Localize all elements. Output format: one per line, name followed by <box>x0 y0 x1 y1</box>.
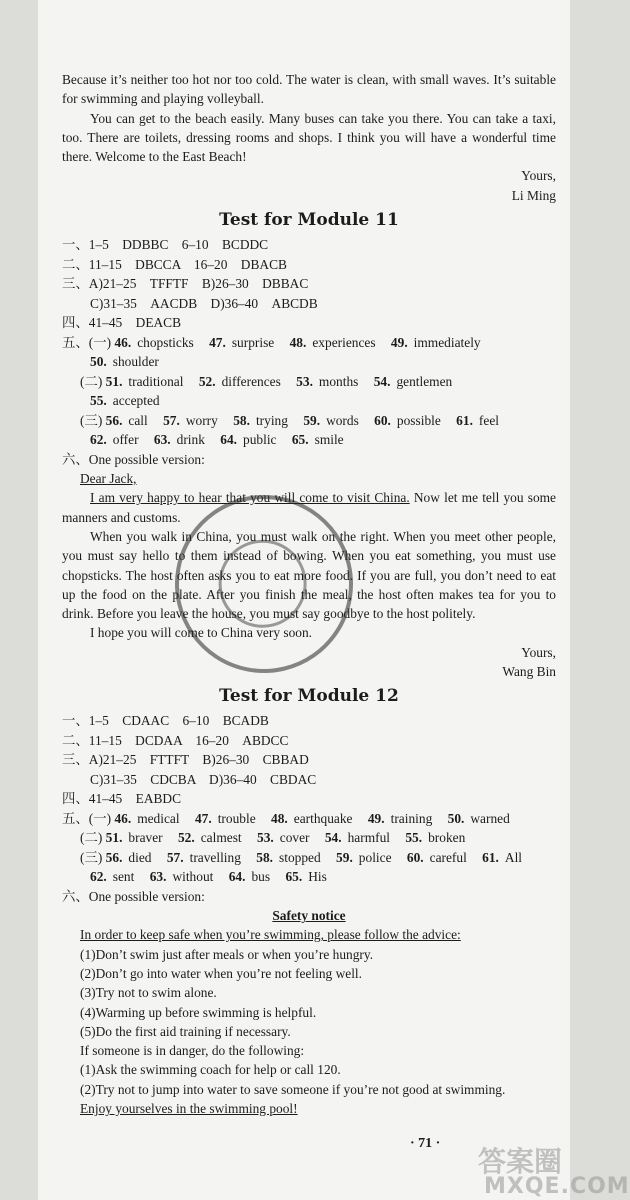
vocab-row <box>62 828 556 848</box>
underlined-sentence: I am very happy to hear that you will come to visit China. <box>90 490 410 506</box>
section-label: (二) <box>80 373 103 389</box>
answer-word: experiences <box>312 334 376 350</box>
answer-word: chopsticks <box>137 334 194 350</box>
item-number: 51. <box>105 830 123 846</box>
module-11-title: Test for Module 11 <box>219 210 399 231</box>
answer-word: braver <box>128 830 163 846</box>
answer-word: earthquake <box>293 810 353 826</box>
stamp-inner-ring <box>201 522 324 645</box>
answer-word: His <box>308 869 327 885</box>
notice-title: Safety notice <box>272 908 346 924</box>
danger-item: (2)Try not to jump into water to save someone if you’re not good at swimming. <box>80 1081 506 1097</box>
answer-word: careful <box>429 849 467 865</box>
item-number: 50. <box>447 810 465 826</box>
section-label: 五、(一) <box>62 810 112 826</box>
advice-item: (2)Don’t go into water when you’re not feeling well. <box>80 965 362 981</box>
page-number: · 71 · <box>410 1136 441 1151</box>
answer-row: C)31–35 CDCBA D)36–40 CBDAC <box>90 771 317 787</box>
letter-signature: Wang Bin <box>502 664 556 680</box>
item-number: 46. <box>114 810 132 826</box>
answer-row: 四、41–45 EABDC <box>62 791 182 807</box>
letter-closing: Yours, <box>521 168 556 184</box>
answer-word: cover <box>279 830 310 846</box>
item-number: 54. <box>324 830 342 846</box>
item-number: 48. <box>289 334 307 350</box>
letter-paragraph: When you walk in China, you must walk on the right. When you meet other people, you must say hello to them instead of bowing. When you eat something, you must use chopsticks. The host often asks you to eat more food. If you are full, you don’t need to eat up the food on the plate. After you finish the meal, the host often makes tea for you to drink. Before you leave the house, you must say goodbye to the host politely. <box>62 528 556 622</box>
vocab-row <box>62 352 556 372</box>
item-number: 60. <box>374 412 391 428</box>
answer-row: 三、A)21–25 TFFTF B)26–30 DBBAC <box>62 276 309 292</box>
item-number: 63. <box>153 432 171 448</box>
answer-word: warned <box>470 810 510 826</box>
answer-word: police <box>358 849 392 865</box>
item-number: 65. <box>285 869 303 885</box>
item-number: 58. <box>233 412 250 428</box>
item-number: 63. <box>149 869 167 885</box>
item-number: 53. <box>296 373 313 389</box>
answer-word: trouble <box>217 810 256 826</box>
letter-signature: Li Ming <box>511 187 556 203</box>
answer-word: accepted <box>112 393 160 409</box>
letter-paragraph: I hope you will come to China very soon. <box>90 625 313 641</box>
answer-word: calmest <box>200 830 242 846</box>
section-label: 五、(一) <box>62 334 112 350</box>
answer-word: sent <box>112 869 135 885</box>
section-label: (三) <box>80 849 103 865</box>
section-label: (三) <box>80 412 103 428</box>
item-number: 61. <box>456 412 473 428</box>
answer-word: public <box>243 432 277 448</box>
item-number: 50. <box>90 354 107 370</box>
vocab-row <box>62 372 556 392</box>
letter-paragraph: You can get to the beach easily. Many buses can take you there. You can take a taxi, too. There are toilets, dressing rooms and shops. I think you will have a wonderful time there. Welcome to the East Beach! <box>62 110 556 165</box>
item-number: 61. <box>482 849 499 865</box>
item-number: 57. <box>166 849 184 865</box>
advice-item: (4)Warming up before swimming is helpful. <box>80 1004 317 1020</box>
item-number: 49. <box>367 810 385 826</box>
answer-row: 一、1–5 CDAAC 6–10 BCADB <box>62 713 269 729</box>
item-number: 60. <box>406 849 424 865</box>
item-number: 56. <box>105 849 123 865</box>
answer-word: possible <box>396 412 441 428</box>
answer-word: differences <box>221 373 281 389</box>
item-number: 59. <box>336 849 353 865</box>
answer-word: traditional <box>128 373 184 389</box>
item-number: 55. <box>405 830 423 846</box>
answer-word: worry <box>185 412 218 428</box>
notice-ending: Enjoy yourselves in the swimming pool! <box>80 1101 298 1117</box>
module-12-title: Test for Module 12 <box>219 686 399 707</box>
answer-word: training <box>390 810 433 826</box>
answer-word: stopped <box>279 849 321 865</box>
danger-intro: If someone is in danger, do the following: <box>80 1043 305 1059</box>
notice-intro: In order to keep safe when you’re swimming, please follow the advice: <box>80 927 461 943</box>
vocab-row <box>62 809 556 829</box>
answer-word: months <box>318 373 359 389</box>
item-number: 59. <box>303 412 321 428</box>
item-number: 55. <box>90 393 107 409</box>
item-number: 64. <box>220 432 238 448</box>
answer-row: 四、41–45 DEACB <box>62 315 182 331</box>
answer-word: medical <box>137 810 180 826</box>
advice-item: (5)Do the first aid training if necessary. <box>80 1023 291 1039</box>
writing-heading: 六、One possible version: <box>62 451 205 467</box>
item-number: 62. <box>90 432 107 448</box>
answer-word: offer <box>112 432 139 448</box>
vocab-row <box>62 411 556 431</box>
item-number: 54. <box>373 373 391 389</box>
answer-word: call <box>128 412 148 428</box>
item-number: 65. <box>291 432 309 448</box>
answer-row: C)31–35 AACDB D)36–40 ABCDB <box>90 295 318 311</box>
answer-word: gentlemen <box>396 373 453 389</box>
writing-heading: 六、One possible version: <box>62 888 205 904</box>
item-number: 53. <box>257 830 274 846</box>
answer-word: immediately <box>413 334 481 350</box>
advice-item: (1)Don’t swim just after meals or when you’re hungry. <box>80 946 374 962</box>
answer-word: surprise <box>231 334 275 350</box>
item-number: 52. <box>198 373 216 389</box>
answer-word: drink <box>176 432 205 448</box>
danger-item: (1)Ask the swimming coach for help or call 120. <box>80 1062 341 1078</box>
item-number: 57. <box>163 412 180 428</box>
answer-word: died <box>128 849 152 865</box>
letter-closing: Yours, <box>521 644 556 660</box>
item-number: 46. <box>114 334 132 350</box>
watermark-url: MXQE.COM <box>484 1174 630 1199</box>
vocab-row <box>62 333 556 353</box>
vocab-row <box>62 430 556 450</box>
answer-row: 一、1–5 DDBBC 6–10 BCDDC <box>62 237 269 253</box>
item-number: 52. <box>177 830 195 846</box>
answer-word: trying <box>255 412 288 428</box>
item-number: 51. <box>105 373 123 389</box>
answer-word: All <box>504 849 523 865</box>
answer-word: feel <box>478 412 499 428</box>
answer-row: 二、11–15 DCDAA 16–20 ABDCC <box>62 732 289 748</box>
site-watermark <box>470 1140 630 1200</box>
item-number: 62. <box>90 869 107 885</box>
item-number: 58. <box>256 849 274 865</box>
letter-paragraph: Because it’s neither too hot nor too cold. The water is clean, with small waves. It’s suitable for swimming and playing volleyball. <box>62 72 556 107</box>
item-number: 47. <box>194 810 212 826</box>
letter-text: Now let me tell you some manners and customs. <box>62 490 556 525</box>
vocab-row <box>62 867 556 887</box>
item-number: 49. <box>390 334 408 350</box>
answer-row: 三、A)21–25 FTTFT B)26–30 CBBAD <box>62 752 309 768</box>
answer-word: harmful <box>347 830 390 846</box>
section-label: (二) <box>80 830 103 846</box>
vocab-row <box>62 391 556 411</box>
item-number: 48. <box>271 810 288 826</box>
item-number: 47. <box>209 334 226 350</box>
answer-word: without <box>172 869 214 885</box>
item-number: 64. <box>228 869 246 885</box>
item-number: 56. <box>105 412 123 428</box>
answer-word: travelling <box>189 849 241 865</box>
advice-item: (3)Try not to swim alone. <box>80 985 217 1001</box>
answer-word: broken <box>428 830 466 846</box>
vocab-row <box>62 848 556 868</box>
answer-word: bus <box>251 869 271 885</box>
answer-row: 二、11–15 DBCCA 16–20 DBACB <box>62 256 287 272</box>
answer-word: smile <box>314 432 344 448</box>
watermark-logo-text: 答案圈 <box>478 1145 563 1178</box>
answer-word: shoulder <box>112 354 159 370</box>
answer-word: words <box>326 412 359 428</box>
letter-greeting: Dear Jack, <box>80 471 137 487</box>
